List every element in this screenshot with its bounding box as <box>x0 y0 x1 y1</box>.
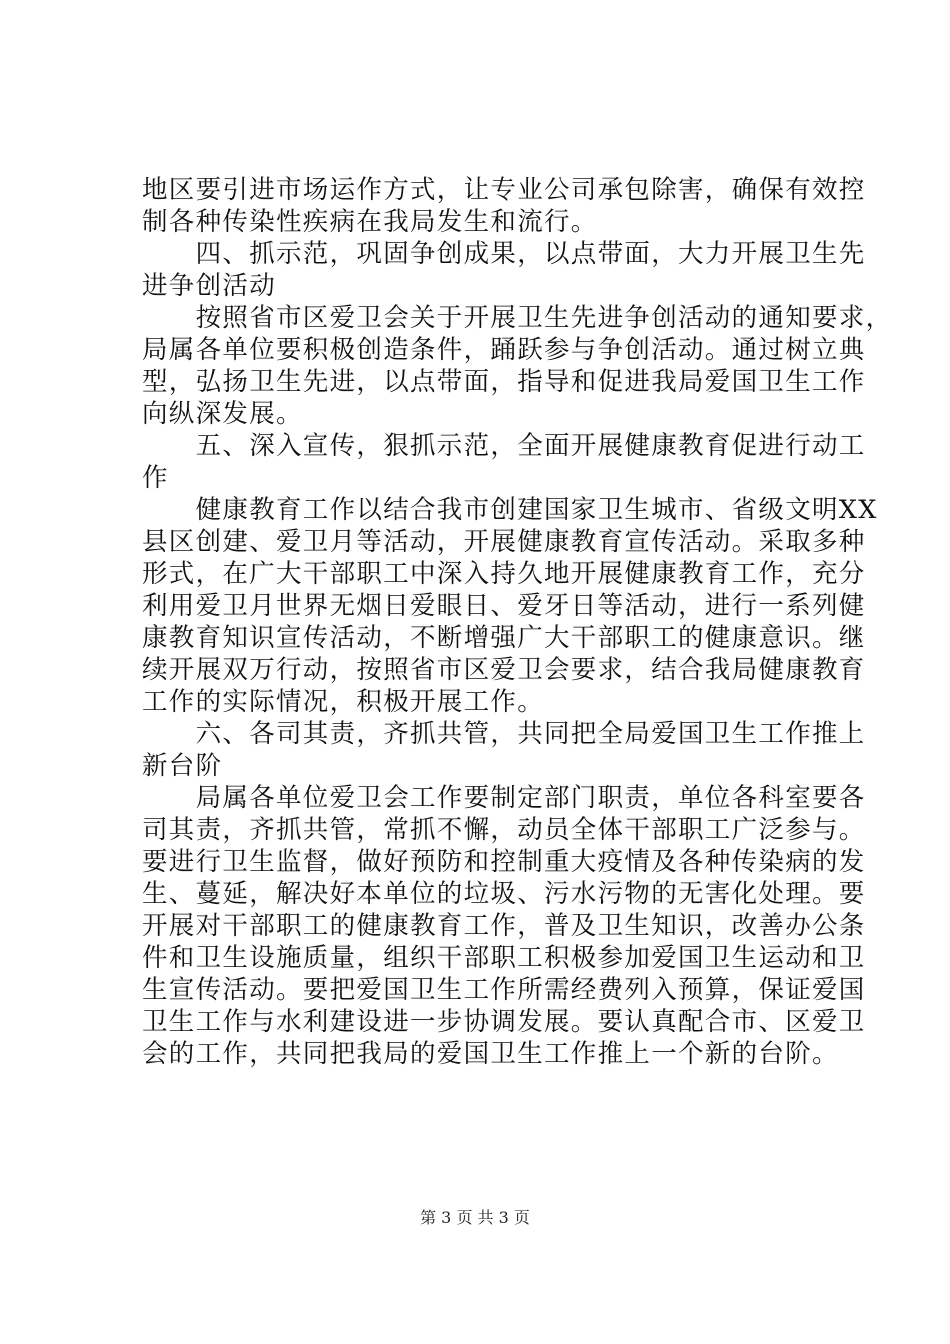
section-heading-line: 进争创活动 <box>142 271 277 301</box>
body-text-line: 局属各单位爱卫会工作要制定部门职责，单位各科室要各 <box>142 783 866 813</box>
body-text-line: 制各种传染性疾病在我局发生和流行。 <box>142 207 598 237</box>
body-text-line: 康教育知识宣传活动，不断增强广大干部职工的健康意识。继 <box>142 623 866 653</box>
body-text-line: 县区创建、爱卫月等活动，开展健康教育宣传活动。采取多种 <box>142 527 866 557</box>
body-text-line: 健康教育工作以结合我市创建国家卫生城市、省级文明XX <box>142 495 878 525</box>
body-text-line: 生、蔓延，解决好本单位的垃圾、污水污物的无害化处理。要 <box>142 879 866 909</box>
section-heading-line: 四、抓示范，巩固争创成果，以点带面，大力开展卫生先 <box>142 239 866 269</box>
body-text-line: 地区要引进市场运作方式，让专业公司承包除害，确保有效控 <box>142 175 866 205</box>
body-text-line: 利用爱卫月世界无烟日爱眼日、爱牙日等活动，进行一系列健 <box>142 591 866 621</box>
body-text-line: 件和卫生设施质量，组织干部职工积极参加爱国卫生运动和卫 <box>142 943 866 973</box>
section-heading-line: 新台阶 <box>142 751 223 781</box>
body-text-line: 卫生工作与水利建设进一步协调发展。要认真配合市、区爱卫 <box>142 1007 866 1037</box>
body-text-line: 形式，在广大干部职工中深入持久地开展健康教育工作，充分 <box>142 559 866 589</box>
body-text-line: 司其责，齐抓共管，常抓不懈，动员全体干部职工广泛参与。 <box>142 815 866 845</box>
body-text-line: 生宣传活动。要把爱国卫生工作所需经费列入预算，保证爱国 <box>142 975 866 1005</box>
page-number-footer: 第 3 页 共 3 页 <box>420 1208 530 1227</box>
body-text-line: 型，弘扬卫生先进，以点带面，指导和促进我局爱国卫生工作 <box>142 367 866 397</box>
body-text-line: 工作的实际情况，积极开展工作。 <box>142 687 545 717</box>
section-heading-line: 五、深入宣传，狠抓示范，全面开展健康教育促进行动工 <box>142 431 866 461</box>
body-text-line: 按照省市区爱卫会关于开展卫生先进争创活动的通知要求， <box>142 303 893 333</box>
body-text-line: 要进行卫生监督，做好预防和控制重大疫情及各种传染病的发 <box>142 847 866 877</box>
body-text-line: 向纵深发展。 <box>142 399 303 429</box>
section-heading-line: 作 <box>142 463 169 493</box>
body-text-line: 开展对干部职工的健康教育工作，普及卫生知识，改善办公条 <box>142 911 866 941</box>
body-text-line: 局属各单位要积极创造条件，踊跃参与争创活动。通过树立典 <box>142 335 866 365</box>
section-heading-line: 六、各司其责，齐抓共管，共同把全局爱国卫生工作推上 <box>142 719 866 749</box>
body-text-line: 续开展双万行动，按照省市区爱卫会要求，结合我局健康教育 <box>142 655 866 685</box>
body-text-line: 会的工作，共同把我局的爱国卫生工作推上一个新的台阶。 <box>142 1039 839 1069</box>
